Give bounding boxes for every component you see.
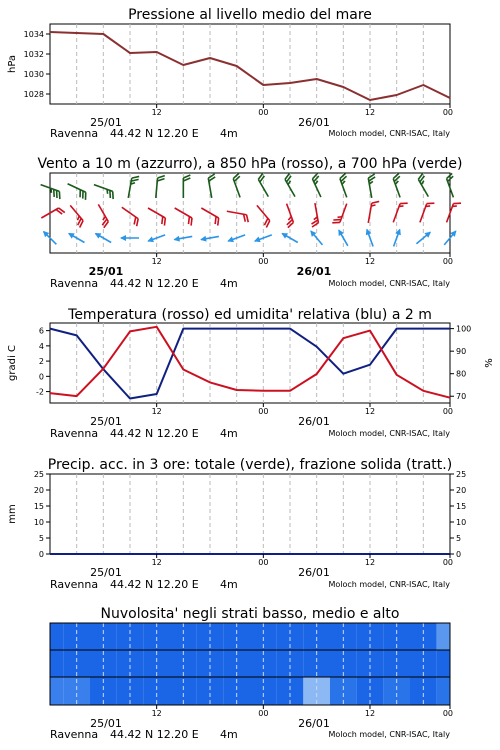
wind-barb: [332, 201, 346, 225]
y-tick-label: 15: [456, 502, 467, 511]
wind-barb: [253, 232, 273, 244]
x-tick-label: 12: [151, 108, 162, 117]
footer-coords: 44.42 N 12.20 E: [110, 277, 199, 290]
footer-altitude: 4m: [220, 578, 238, 591]
wind-barb: [392, 173, 406, 197]
temperature-title: Temperatura (rosso) ed umidita' relativa (blu) a 2 m: [68, 307, 432, 323]
pressure-title: Pressione al livello medio del mare: [128, 7, 372, 23]
cloud-time-axis: [90, 705, 453, 730]
cloud-panel: [50, 606, 453, 741]
wind-barb: [420, 201, 434, 225]
barb-feather: [427, 201, 435, 206]
footer-station: Ravenna: [50, 427, 99, 440]
barb-head: [93, 230, 101, 238]
precipitation-plot-frame: [50, 474, 450, 554]
footer-coords: 44.42 N 12.20 E: [110, 427, 199, 440]
footer-coords: 44.42 N 12.20 E: [110, 578, 199, 591]
wind-barb: [308, 203, 319, 227]
footer-station: Ravenna: [50, 127, 99, 140]
x-tick-label: 12: [364, 407, 376, 416]
x-tick-label: 00: [258, 407, 269, 416]
y-tick-label: 25: [33, 470, 44, 479]
x-date-label: 25/01: [90, 566, 122, 579]
y-tick-label: 0: [456, 550, 462, 559]
footer-credit: Moloch model, CNR-ISAC, Italy: [328, 129, 450, 138]
temperature-humidity-series: [50, 327, 450, 399]
x-date-label: 26/01: [298, 116, 330, 129]
wind-barb: [118, 207, 141, 226]
footer-coords: 44.42 N 12.20 E: [110, 127, 199, 140]
footer-station: Ravenna: [50, 277, 99, 290]
y-tick-label: 70: [456, 392, 467, 402]
wind-title: Vento a 10 m (azzurro), a 850 hPa (rosso), a 700 hPa (verde): [37, 156, 463, 172]
temperature-footer: [50, 427, 450, 440]
barb-staff: [420, 204, 427, 223]
footer-credit: Moloch model, CNR-ISAC, Italy: [328, 279, 450, 288]
y-tick-label: 25: [456, 470, 467, 479]
pressure-line: [50, 32, 450, 100]
wind-barb: [92, 204, 110, 227]
cloud-cell: [437, 623, 450, 650]
y-tick-label: 5: [456, 534, 462, 543]
x-date-label: 26/01: [298, 415, 330, 428]
barb-head: [67, 230, 75, 238]
precipitation-time-axis: [90, 554, 453, 579]
x-date-label: 25/01: [90, 415, 122, 428]
wind-barb: [226, 232, 246, 244]
temperature-y-axis: [36, 327, 50, 397]
x-tick-label: 12: [151, 257, 162, 266]
precipitation-footer: [50, 578, 450, 591]
cloud-cells: [50, 623, 450, 705]
footer-altitude: 4m: [220, 728, 238, 741]
y-tick-label: 6: [38, 326, 44, 336]
barb-head: [120, 235, 126, 241]
y-tick-label: 10: [33, 518, 44, 527]
footer-altitude: 4m: [220, 277, 238, 290]
y-tick-label: -2: [36, 387, 44, 397]
barb-head: [146, 237, 154, 245]
precipitation-y-axis: [34, 470, 50, 559]
wind-barbs: [38, 173, 461, 247]
y-tick-label: 1032: [23, 50, 44, 59]
footer-station: Ravenna: [50, 728, 99, 741]
precipitation-title: Precip. acc. in 3 ore: totale (verde), frazione solida (tratt.): [47, 457, 453, 473]
pressure-y-label: hPa: [7, 54, 18, 74]
wind-barb: [200, 233, 220, 242]
y-tick-label: 80: [456, 369, 467, 379]
wind-barb: [339, 173, 353, 197]
cloud-cell: [50, 650, 63, 677]
wind-barb: [284, 173, 302, 196]
x-tick-label: 00: [442, 407, 453, 416]
barb-head: [336, 228, 344, 236]
x-tick-label: 00: [442, 257, 453, 266]
x-tick-label: 00: [258, 108, 269, 117]
pressure-time-axis: [90, 104, 453, 129]
cloud-title: Nuvolosita' negli strati basso, medio e alto: [100, 606, 400, 622]
x-tick-label: 12: [364, 709, 376, 718]
wind-barb: [280, 204, 294, 228]
humidity-y-label: %: [484, 358, 495, 368]
precipitation-y-axis-right: [450, 470, 466, 559]
x-tick-label: 12: [151, 558, 162, 567]
x-tick-label: 00: [442, 709, 453, 718]
y-tick-label: 100: [456, 324, 472, 334]
x-tick-label: 00: [258, 709, 269, 718]
pressure-series: [50, 32, 450, 100]
barb-head: [226, 237, 234, 245]
x-date-label: 25/01: [88, 265, 124, 278]
barb-head: [253, 237, 261, 245]
barb-staff: [340, 204, 347, 223]
cloud-cell: [50, 623, 63, 650]
precipitation-panel: [7, 457, 466, 591]
precipitation-gridlines: [77, 474, 424, 554]
wind-barb: [146, 232, 166, 244]
x-tick-label: 00: [442, 558, 453, 567]
temperature-y-label: gradi C: [7, 345, 18, 381]
x-date-label: 25/01: [90, 717, 122, 730]
footer-credit: Moloch model, CNR-ISAC, Italy: [328, 730, 450, 739]
x-tick-label: 12: [364, 108, 376, 117]
pressure-y-axis: [24, 30, 50, 99]
x-tick-label: 12: [364, 257, 376, 266]
pressure-plot-frame: [50, 24, 450, 104]
cloud-cell: [437, 650, 450, 677]
precipitation-y-label: mm: [7, 504, 18, 524]
wind-barb: [417, 173, 435, 196]
wind-barb: [446, 173, 460, 197]
x-tick-label: 00: [258, 257, 269, 266]
footer-station: Ravenna: [50, 578, 99, 591]
wind-barb: [368, 174, 379, 198]
wind-barb: [257, 173, 275, 196]
wind-barb: [252, 205, 272, 227]
x-date-label: 26/01: [298, 566, 330, 579]
y-tick-label: 0: [38, 372, 44, 382]
cloud-cell: [437, 677, 450, 705]
wind-barb: [173, 233, 193, 242]
barb-head: [280, 230, 288, 238]
x-date-label: 26/01: [298, 717, 330, 730]
wind-barb: [232, 173, 246, 197]
barb-feather: [372, 200, 379, 204]
wind-barb: [208, 174, 219, 198]
wind-time-axis: [89, 253, 453, 278]
y-tick-label: 20: [456, 486, 467, 495]
wind-barb: [65, 205, 85, 227]
y-tick-label: 15: [33, 502, 44, 511]
wind-barb: [120, 235, 139, 241]
footer-credit: Moloch model, CNR-ISAC, Italy: [328, 580, 450, 589]
wind-barb: [393, 201, 407, 225]
y-tick-label: 90: [456, 347, 467, 357]
footer-coords: 44.42 N 12.20 E: [110, 728, 199, 741]
x-tick-label: 12: [151, 407, 162, 416]
cloud-footer: [50, 728, 450, 741]
footer-altitude: 4m: [220, 427, 238, 440]
x-tick-label: 00: [258, 558, 269, 567]
y-tick-label: 4: [38, 341, 44, 351]
y-tick-label: 5: [38, 534, 44, 543]
cloud-cell: [50, 677, 63, 705]
x-date-label: 25/01: [90, 116, 122, 129]
barb-feather: [183, 175, 190, 178]
wind-barb: [447, 201, 461, 225]
y-tick-label: 1034: [23, 30, 44, 39]
barb-feather: [183, 178, 190, 181]
y-tick-label: 20: [33, 486, 44, 495]
y-tick-label: 0: [38, 550, 44, 559]
y-tick-label: 2: [38, 357, 44, 367]
wind-barb: [311, 173, 327, 197]
barb-staff: [393, 204, 400, 223]
barb-feather: [400, 201, 408, 206]
barb-feather: [453, 201, 461, 206]
wind-panel: [37, 156, 462, 290]
y-tick-label: 1030: [23, 70, 44, 79]
temperature-time-axis: [90, 403, 453, 428]
wind-footer: [50, 277, 450, 290]
pressure-gridlines: [77, 24, 424, 104]
temperature-panel: [7, 307, 495, 440]
barb-head: [200, 236, 207, 243]
pressure-panel: [7, 7, 453, 140]
wind-barb: [183, 175, 190, 198]
pressure-footer: [50, 127, 450, 140]
wind-barb: [41, 207, 64, 225]
y-tick-label: 10: [456, 518, 467, 527]
x-tick-label: 12: [364, 558, 376, 567]
wind-barb: [226, 211, 250, 222]
humidity-y-axis: [450, 325, 471, 402]
y-tick-label: 1028: [23, 90, 44, 99]
footer-altitude: 4m: [220, 127, 238, 140]
x-tick-label: 12: [151, 709, 162, 718]
footer-credit: Moloch model, CNR-ISAC, Italy: [328, 429, 450, 438]
x-date-label: 26/01: [296, 265, 332, 278]
barb-head: [173, 236, 180, 243]
x-tick-label: 00: [442, 108, 453, 117]
